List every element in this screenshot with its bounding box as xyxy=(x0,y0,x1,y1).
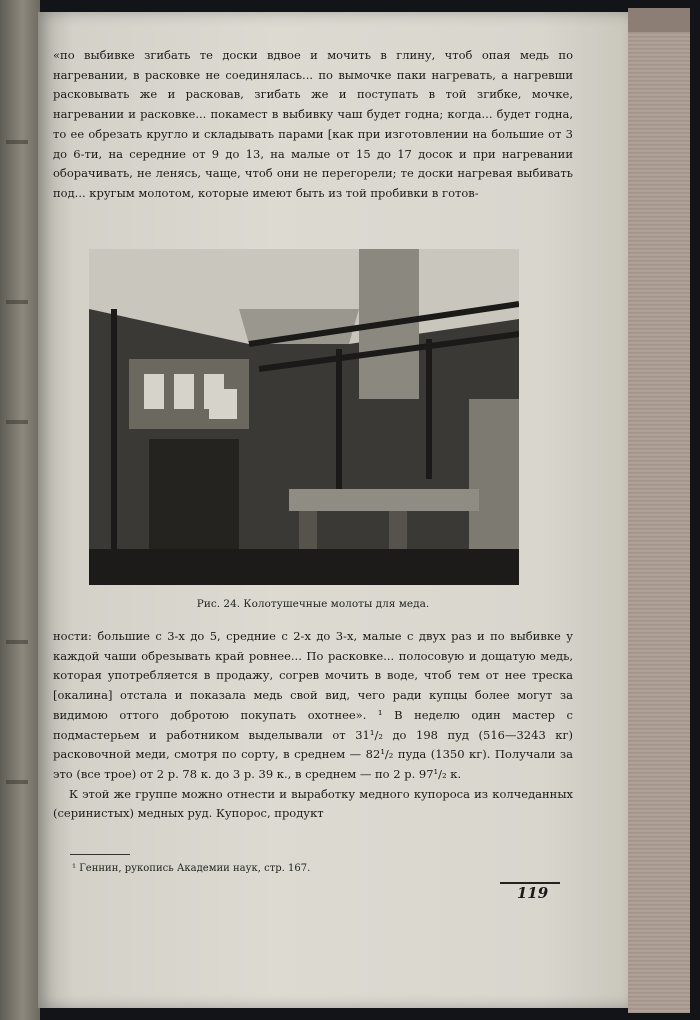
workshop-photo-image xyxy=(89,249,519,585)
page-number: 119 xyxy=(516,884,549,902)
top-paragraph-text: «по выбивке згибать те доски вдвое и мочить в глину, чтоб опая медь по нагревании, в расковке не соединялась... по вымочке паки нагревать, а нагревши расковывать же и расковав, згибать же и поступать в той згибке, мочке, нагревании и расковке... покамест в выбивку чаш будет годна; когда... будет годна, то ее обрезать кругло и складывать парами [как при изготовлении на большие от 3 до 6-ти, на середние от 9 до 13, на малые от 15 до 17 досок и при нагревании оборачивать, не ленясь, чаще, чтоб они не перегорели; те доски нагревая выбивать под... кругым молотом, которые имеют быть из той пробивки в готов- xyxy=(53,48,573,200)
top-paragraph xyxy=(53,46,573,204)
bottom-paragraphs xyxy=(53,627,573,824)
workshop-photo xyxy=(89,249,519,585)
book-spine xyxy=(628,8,690,1013)
bottom-paragraph-text: ности: большие с 3-х до 5, средние с 2-х до 3-х, малые с двух раз и по выбивке у каждой чаши обрезывать край ровнее... По расковке... полосовую и дощатую медь, которая употребляется в продажу, согрев мочить в воде, чтоб тем от нее треска [окалина] отстала и показала медь свой вид, чего ради купцы более могут за видимою оттого добротою покупать охотнее». ¹ В неделю один мастер с подмастерьем и работником выделывали от 31¹/₂ до 198 пуд (516—3243 кг) расковочной меди, смотря по сорту, в среднем — 82¹/₂ пуда (1350 кг). Получали за это (все трое) от 2 р. 78 к. до 3 р. 39 к., в среднем — по 2 р. 97¹/₂ к. xyxy=(53,629,573,781)
previous-page-edge xyxy=(0,0,40,1020)
figure-caption: Рис. 24. Колотушечные молоты для меда. xyxy=(196,598,430,610)
footnote: ¹ Геннин, рукопись Академии наук, стр. 167. xyxy=(72,863,311,874)
book-spine-top xyxy=(628,8,690,32)
last-paragraph-text: К этой же группе можно отнести и выработку медного купороса из колчеданных (серинистых) медных руд. Купорос, продукт xyxy=(53,786,573,821)
footnote-rule xyxy=(70,854,130,855)
